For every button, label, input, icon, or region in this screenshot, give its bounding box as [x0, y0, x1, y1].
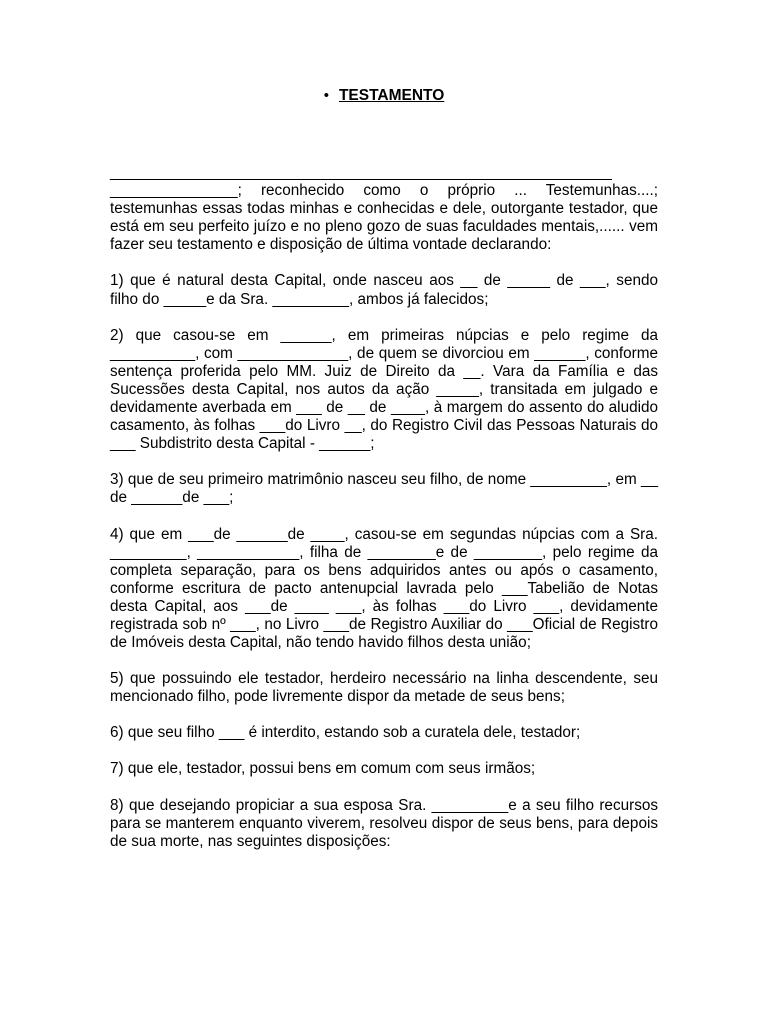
paragraph-clause-5: 5) que possuindo ele testador, herdeiro necessário na linha descendente, seu mencionado filho, pode livremente dispor da metade de seus bens;	[110, 670, 658, 706]
document-title: TESTAMENTO	[338, 87, 445, 104]
paragraph-clause-1: 1) que é natural desta Capital, onde nasceu aos __ de _____ de ___, sendo filho do _____e da Sra. _________, ambos já falecidos;	[110, 272, 658, 308]
paragraph-clause-3: 3) que de seu primeiro matrimônio nasceu seu filho, de nome _________, em __ de ______de ___;	[110, 471, 658, 507]
document-body	[110, 164, 658, 851]
bullet-icon: •	[323, 87, 329, 104]
paragraph-clause-8: 8) que desejando propiciar a sua esposa Sra. _________e a seu filho recursos para se manterem enquanto viverem, resolveu dispor de seus bens, para depois de sua morte, nas seguintes disposições:	[110, 796, 658, 850]
document-title-row	[0, 87, 768, 105]
paragraph-clause-7: 7) que ele, testador, possui bens em comum com seus irmãos;	[110, 760, 536, 778]
paragraph-clause-6: 6) que seu filho ___ é interdito, estando sob a curatela dele, testador;	[110, 724, 581, 742]
paragraph-preamble: ___________________________________________________________ _______________; reconhecido como o próprio ... Testemunhas....; testemunhas essas todas minhas e conhecidas e dele, outorgante testador, que está em seu perfeito juízo e no pleno gozo de suas faculdades mentais,...... vem fazer seu testamento e disposição de última vontade declarando:	[110, 164, 658, 254]
paragraph-clause-2: 2) que casou-se em ______, em primeiras núpcias e pelo regime da __________, com _____________, de quem se divorciou em ______, conforme sentença proferida pelo MM. Juiz de Direito da __. Vara da Família e das Sucessões desta Capital, nos autos da ação _____, transitada em julgado e devidamente averbada em ___ de __ de ____, à margem do assento do aludido casamento, às folhas ___do Livro __, do Registro Civil das Pessoas Naturais do ___ Subdistrito desta Capital - ______;	[110, 326, 658, 453]
paragraph-clause-4: 4) que em ___de ______de ____, casou-se em segundas núpcias com a Sra. _________, ____________, filha de ________e de ________, pelo regime da completa separação, para os bens adquiridos antes ou após o casamento, conforme escritura de pacto antenupcial lavrada pelo ___Tabelião de Notas desta Capital, aos ___de ____ ___, às folhas ___do Livro ___, devidamente registrada sob nº ___, no Livro ___de Registro Auxiliar do ___Oficial de Registro de Imóveis desta Capital, não tendo havido filhos desta união;	[110, 525, 658, 652]
